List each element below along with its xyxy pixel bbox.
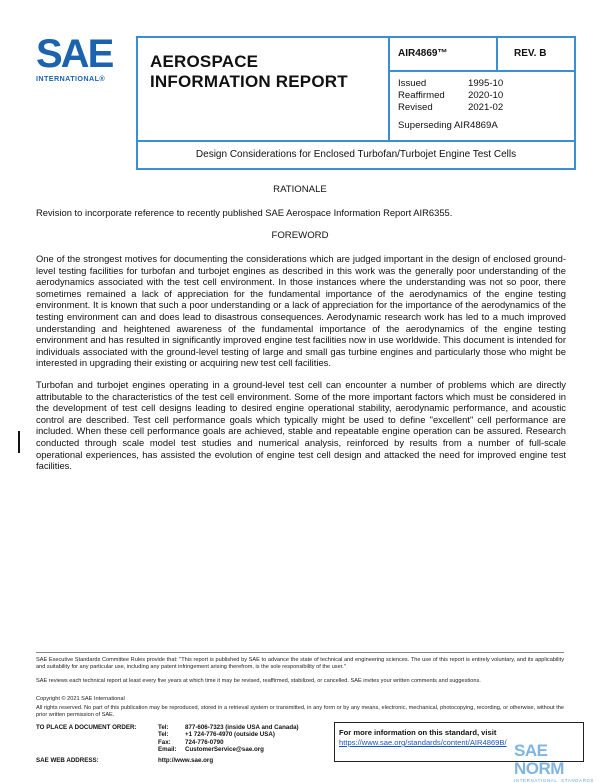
sae-logo [36, 32, 124, 84]
title-line-1: AEROSPACE [150, 52, 259, 71]
committee-rules-text: SAE Executive Standards Committee Rules provide that: "This report is published by SAE to advance the state of technical and engineering sciences. The use of this report is entirely voluntary, and its applicability and suitability for any particular use, including any patent infringement arising therefrom, is the sole responsibility of the user." [36, 657, 564, 670]
contact-row [158, 731, 358, 738]
sae-norm-watermark [514, 741, 594, 783]
document-id: AIR4869™ [390, 38, 498, 72]
date-row-reaffirmed [398, 90, 574, 102]
document-subject: Design Considerations for Enclosed Turbofan/Turbojet Engine Test Cells [195, 149, 517, 160]
contact-key: Tel: [158, 724, 169, 731]
contact-row [158, 724, 358, 731]
logo-registered-mark: ® [99, 74, 106, 83]
logo-subtitle-text: INTERNATIONAL [36, 74, 100, 83]
order-contacts [158, 724, 358, 754]
date-value: 1995-10 [468, 78, 504, 89]
footer-rule [36, 652, 564, 653]
rationale-text: Revision to incorporate reference to recently published SAE Aerospace Information Report AIR6355. [36, 207, 453, 218]
contact-key: Email: [158, 746, 177, 754]
date-row-revised [398, 102, 574, 114]
review-text: SAE reviews each technical report at least every five years at which time it may be revised, reaffirmed, stabilized, or cancelled. SAE invites your written comments and suggestions. [36, 678, 481, 684]
contact-key: Tel: [158, 731, 169, 739]
more-info-title: For more information on this standard, visit [339, 728, 497, 737]
email-link[interactable]: CustomerService@sae.org [185, 746, 264, 754]
revision-label: REV. B [498, 38, 574, 72]
date-label: Revised [398, 102, 433, 113]
report-type-title [138, 38, 390, 140]
document-header [136, 36, 576, 170]
standard-url-link[interactable]: https://www.sae.org/standards/content/AIR4869B/ [339, 738, 507, 747]
rationale-heading: RATIONALE [273, 184, 327, 195]
contact-row [158, 739, 358, 746]
date-value: 2021-02 [468, 102, 504, 113]
contact-row[interactable] [158, 746, 358, 753]
rights-text: All rights reserved. No part of this publication may be reproduced, stored in a retrieval system or transmitted, in any form or by any means, electronic, mechanical, photocopying, recording, or otherwise, without the prior written permission of SAE. [36, 705, 564, 718]
contact-key: Fax: [158, 738, 171, 746]
date-block [390, 72, 574, 140]
foreword-paragraph-2: Turbofan and turbojet engines operating in a ground-level test cell can encounter a number of problems which are directly attributable to the characteristics of the test cell environment. Some of the more important factors which must be considered in the development of test cell designs leading to desired engine operational stability, aerodynamic performance, and acoustic control are described. Test cell performance goals which typically might be used to define "excellent" cell performance are included. When these cell performance goals are achieved, stable and repeatable engine operation can be assured. Research conducted through scale model test studies and numerical analysis, reinforced by results from a number of full-scale operational experiences, has assisted the evolution of engine test cell design and attacked the need for improved engine test facilities. [36, 379, 566, 472]
superseding-note: Superseding AIR4869A [398, 120, 498, 131]
watermark-text: SAE NORM [514, 741, 564, 778]
contact-value: 724-776-0790 [185, 738, 224, 746]
date-label: Issued [398, 78, 427, 89]
title-line-2: INFORMATION REPORT [150, 72, 348, 91]
date-label: Reaffirmed [398, 90, 445, 101]
logo-letters: SAE [36, 32, 113, 76]
watermark-sub-left: INTERNATIONAL [514, 778, 558, 783]
contact-value: +1 724-776-4970 (outside USA) [185, 731, 275, 739]
foreword-paragraph-1: One of the strongest motives for documenting the considerations which are judged important in the design of enclosed ground-level testing facilities for turbofan and turbojet engines as described in this work was the generally poor understanding of the aerodynamics associated with the test cell environment. In those instances where the understanding was not so poor, there sometimes remained a lack of appreciation for the fundamental importance of the aerodynamics of the engine testing environment. It is known that such a poor understanding or a lack of appreciation for the importance of the aerodynamics of the testing environment can and does lead to disastrous consequences. Aerodynamic research work has led to a much improved understanding and heightened awareness of the fundamental importance of the aerodynamics of the engine testing environment and has resulted in significantly improved engine test facilities now in use worldwide. This document is intended for individuals associated with the ground-level testing of large and small gas turbine engines and particularly those who might be interested in upgrading their existing or acquiring new test cell facilities. [36, 253, 566, 369]
web-address-link[interactable]: http://www.sae.org [158, 757, 214, 764]
date-row-issued [398, 78, 574, 90]
watermark-sub-right: STANDARDS [561, 778, 594, 783]
watermark-subline [514, 778, 594, 783]
order-label: TO PLACE A DOCUMENT ORDER: [36, 724, 137, 731]
foreword-heading: FOREWORD [271, 230, 329, 241]
date-value: 2020-10 [468, 90, 504, 101]
web-address-label: SAE WEB ADDRESS: [36, 757, 99, 764]
copyright-text: Copyright © 2021 SAE International [36, 696, 125, 702]
contact-value: 877-606-7323 (inside USA and Canada) [185, 724, 299, 731]
revision-change-bar [18, 431, 20, 453]
